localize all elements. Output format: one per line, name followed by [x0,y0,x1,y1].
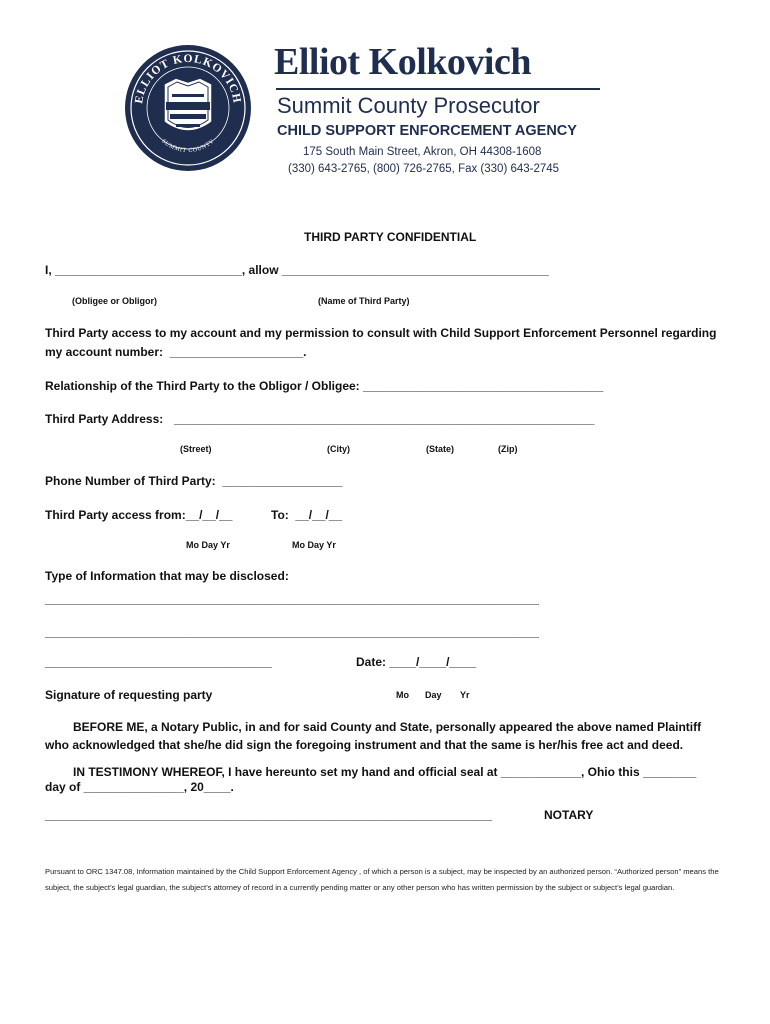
street-label: (Street) [180,444,212,454]
agency-phones: (330) 643-2765, (800) 726-2765, Fax (330) 643-2745 [288,163,560,175]
consent-line[interactable]: I, ____________________________, allow ________________________________________ [45,263,549,277]
sig-month-label: Mo [396,690,409,700]
notary-label: NOTARY [544,808,594,822]
prosecutor-name: Elliot Kolkovich [274,41,531,83]
state-label: (State) [426,444,455,454]
info-line-1[interactable]: __________________________________________________________________________ [45,592,539,606]
account-number-line[interactable]: my account number: ____________________. [45,345,307,359]
address-field[interactable]: _______________________________________________________________ [174,412,595,426]
obligee-label: (Obligee or Obligor) [72,296,157,306]
zip-label: (Zip) [498,444,518,454]
city-label: (City) [327,444,350,454]
svg-text:ELLIOT KOLKOVICH: ELLIOT KOLKOVICH [133,52,243,105]
to-date-format-label: Mo Day Yr [292,540,336,550]
signature-line[interactable]: __________________________________ [45,655,272,669]
signature-date-line[interactable]: Date: ____/____/____ [356,655,477,669]
notary-signature-line[interactable]: ___________________________________________________________________ [45,808,493,822]
form-title: THIRD PARTY CONFIDENTIAL [304,230,477,244]
access-statement: Third Party access to my account and my permission to consult with Child Support Enforcement Personnel regarding [45,326,717,340]
header-divider [276,88,600,90]
access-to-line[interactable]: To: __/__/__ [271,508,343,522]
access-from-line[interactable]: Third Party access from:__/__/__ [45,508,233,522]
info-type-label: Type of Information that may be disclosed: [45,569,289,583]
sig-day-label: Day [425,690,442,700]
third-party-name-label: (Name of Third Party) [318,296,410,306]
testimony-line[interactable]: IN TESTIMONY WHEREOF, I have hereunto set my hand and official seal at ____________, Ohio this ________ [73,765,697,779]
agency-name: CHILD SUPPORT ENFORCEMENT AGENCY [277,123,577,139]
relationship-line[interactable]: Relationship of the Third Party to the Obligor / Obligee: ____________________________________ [45,379,604,393]
prosecutor-seal-logo [124,44,252,172]
testimony-date-line[interactable]: day of _______________, 20____. [45,780,234,794]
sig-year-label: Yr [460,690,470,700]
svg-text:SUMMIT COUNTY: SUMMIT COUNTY [160,138,216,155]
address-label: Third Party Address: [45,412,164,426]
notary-acknowledgement: BEFORE ME, a Notary Public, in and for said County and State, personally appeared the above named Plaintiff who acknowledged that she/he did sign the foregoing instrument and that the same is her/his free act and deed. [45,720,702,752]
phone-line[interactable]: Phone Number of Third Party: __________________ [45,474,343,488]
signature-label: Signature of requesting party [45,688,213,702]
info-line-2[interactable]: __________________________________________________________________________ [45,625,539,639]
from-date-format-label: Mo Day Yr [186,540,230,550]
agency-address: 175 South Main Street, Akron, OH 44308-1608 [303,146,542,158]
prosecutor-title: Summit County Prosecutor [277,93,540,118]
orc-footnote: Pursuant to ORC 1347.08, Information maintained by the Child Support Enforcement Agency , of which a person is a subject, may be inspected by an authorized person. “Authorized person” means the subject, the subject’s legal guardian, the subject’s attorney of record in a currently pending matter or any other person who has written permission by the subject or subject’s legal guardian. [45,867,719,892]
